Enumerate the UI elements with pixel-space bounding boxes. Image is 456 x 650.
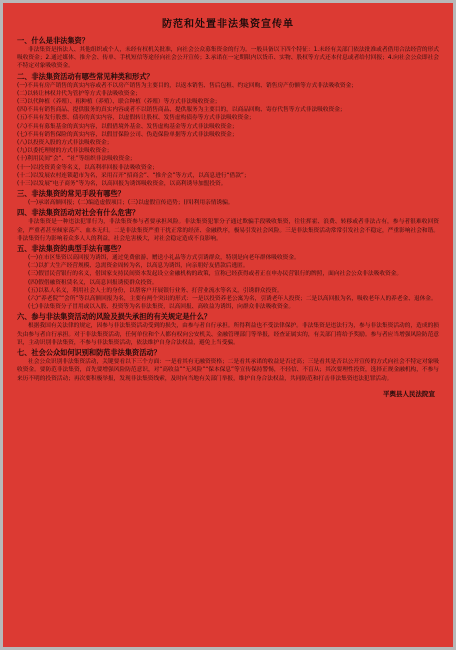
section-paragraph: (一)在市区集资以高回报为诱饵，通过免费旅游、赠送小礼品等方式引诱群众，特别是向老年群体吸收资金。 xyxy=(28,255,300,262)
flyer-sheet xyxy=(3,3,453,647)
section-4 xyxy=(17,208,439,243)
section-paragraph: 非法集资是指法人、其他组织或个人，未经有权机关批准，向社会公众募集资金的行为。一般具备以下四个特征：1.未经有关部门依法批准或者借用合法经营的形式吸收资金；2.通过媒体、推介会、传单、手机短信等途径向社会公开宣传；3.承诺在一定期限内以货币、实物、股权等方式还本付息或者给付回报；4.向社会公众即社会不特定对象吸收资金。 xyxy=(17,47,439,70)
issuer-signature: 平舆县人民法院宣 xyxy=(383,389,435,398)
section-heading: 四、非法集资活动对社会有什么危害？ xyxy=(17,208,140,218)
list-item: (五)不具有发行股票、债券的真实内容，以虚假转让股权、发售虚构债券等方式非法吸收资金； xyxy=(17,115,255,122)
list-item: (二)以转让林权并代为管护等方式非法吸收资金； xyxy=(17,90,141,97)
section-2 xyxy=(17,72,439,189)
list-item: (九)以委托理财的方式非法吸收资金； xyxy=(17,148,113,155)
list-item: (一)不具有房产销售的真实内容或者不以房产销售为主要目的，以返本销售、售后包租、约定回购、销售房产份额等方式非法吸收资金； xyxy=(17,82,357,89)
list-item: (六)不具有募集基金的真实内容，以假借境外基金、发售虚构基金等方式非法吸收资金； xyxy=(17,123,238,130)
section-heading: 一、什么是非法集资？ xyxy=(17,36,89,45)
list-item: (十一)以投资黄金等名义，以高利率回报非法吸收资金； xyxy=(17,164,158,171)
list-item: (七)不具有销售保险的真实内容，以假冒保险公司、伪造保险单据等方式非法吸收资金； xyxy=(17,131,238,138)
list-item: (十)利用民间“会”、“社”等组织非法吸收资金； xyxy=(17,156,136,163)
section-heading: 五、非法集资的典型手法有哪些？ xyxy=(17,244,125,254)
section-3 xyxy=(17,189,439,207)
section-paragraph: 根据我国有关法律的规定，因参与非法集资活动受到的损失，由参与者自行承担。所得利益也不受法律保护。非法集资是违法行为，参与非法集资活动的，造成的损失由参与者自行承担。对于非法集资活动，任何单位和个人都有权向公安机关、金融管理部门等举报，经查证属实的，有关部门将给予奖励。参与者应当增强风险防范意识，主动识别非法集资，不参与非法集资活动，依法维护自身合法权益，避免上当受骗。 xyxy=(17,323,439,346)
section-paragraph: 社会公众识别非法集资活动，关键要看以下三个方面：一是看其有无融资资格；二是看其承诺的收益是否过高；三是看其是否以公开宣传的方式向社会不特定对象吸收资金。要防范非法集资，首先要增强风险防范意识，对“高收益”“无风险”“保本保息”等宣传保持警惕，不轻信、不盲从；其次要理性投资，选择正规金融机构，不参与来历不明的投资活动；再次要积极举报，发现非法集资线索，及时向当地有关部门举报，维护自身合法权益，共同防范和打击非法集资违法犯罪活动。 xyxy=(17,359,439,382)
section-paragraph: 非法集资是一种违法犯罪行为，非法集资参与者要承担风险。非法集资犯罪分子通过欺骗手段吸收集资，往往挥霍、浪费、转移或者非法占有，参与者很难收回资金，严重者甚至倾家荡产、血本无归。二是非法集资严重干扰正常的经济、金融秩序，极易引发社会风险。三是非法集资活动常常引发社会不稳定，严重影响社会和谐。非法集资行为影响着众多人人的利益，社会危害极大，对社会稳定造成不良影响。 xyxy=(17,219,439,242)
section-heading: 三、非法集资的常见手段有哪些？ xyxy=(17,189,125,199)
section-paragraph: (六)“养老院”“会所”等以高额回报为名，主要有两个突出的形式：一是以投资养老公寓为名，引诱老年人投资；二是以高回报为名，吸收老年人的养老金、退休金。 xyxy=(28,296,437,303)
section-paragraph: (七)非法集资分子冒用或以入股、投资等为名非法集资，以高回报、高收益为诱饵，向群众非法吸收资金。 xyxy=(28,304,295,311)
list-item: (十二)以发展农村连锁超市为名，采用召开“招商会”、“推介会”等方式，以高息进行“借款”； xyxy=(17,172,250,179)
section-paragraph: (三)假冒民营银行的名义，借国家支持民间资本发起设立金融机构的政策，宣称已经获得或者正在申办民营银行的牌照，面向社会公众非法吸收资金。 xyxy=(28,271,403,278)
section-heading: 七、社会公众如何识别和防范非法集资活动？ xyxy=(17,348,161,358)
section-paragraph: (二)以扩大生产经营规模、急需资金周转为名，以高息为诱饵，向亲朋好友借款后逃匿。 xyxy=(28,263,249,270)
section-paragraph: (五)以私人名义，利用社会人士的身份，以帮客户开展银行业务、打营业流水等名义，引诱群众投资。 xyxy=(28,287,283,294)
section-7 xyxy=(17,348,439,383)
section-6 xyxy=(17,312,439,347)
list-item: (四)不具有销售商品、提供服务的真实内容或者不以销售商品、提供服务为主要目的，以商品回购、寄存代售等方式非法吸收资金； xyxy=(17,107,346,114)
list-item: (十三)以发展“电子商务”等为名，以高回报为诱饵吸收资金，以高利诱导加盟投资。 xyxy=(17,181,227,188)
section-heading: 六、参与非法集资活动的风险及损失承担的有关规定是什么？ xyxy=(17,312,212,322)
section-5 xyxy=(17,244,439,311)
section-1 xyxy=(17,36,439,71)
section-paragraph: (四)假借融资租赁名义，以高息回报诱使群众投资。 xyxy=(28,279,158,286)
list-item: (三)以代种植（养殖）、租种植（养殖）、联合种植（养殖）等方式非法吸收资金； xyxy=(17,99,221,106)
section-paragraph: (一)承诺高额回报；(二)编造虚假项目；(三)以虚假宣传造势；(四)利用亲情诱骗。 xyxy=(28,200,234,207)
flyer-title: 防范和处置非法集资宣传单 xyxy=(162,19,294,30)
list-item: (八)以投资入股的方式非法吸收资金； xyxy=(17,140,113,147)
section-heading: 二、非法集资活动有哪些常见种类和形式？ xyxy=(17,71,154,81)
